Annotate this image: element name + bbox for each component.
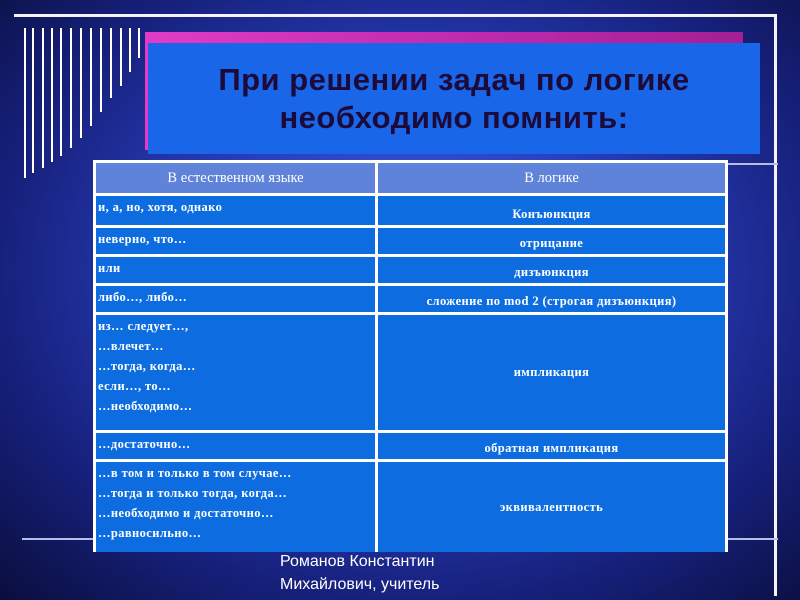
author-line-1: Романов Константин <box>280 553 435 570</box>
natural-language-phrase: …необходимо… <box>98 399 193 413</box>
decorative-stripe <box>70 28 72 148</box>
natural-language-phrase: …влечет… <box>98 339 164 353</box>
cell-logic-term: дизъюнкция <box>378 257 725 283</box>
decorative-stripe <box>110 28 112 98</box>
decorative-stripe <box>138 28 140 58</box>
decorative-stripe <box>90 28 92 126</box>
table-row <box>96 286 725 312</box>
natural-language-phrase: …в том и только в том случае… <box>98 466 292 480</box>
decorative-stripe <box>24 28 26 178</box>
decorative-stripe <box>51 28 53 162</box>
frame-top-line <box>14 14 776 17</box>
table-row <box>96 462 725 552</box>
natural-language-phrase: …равносильно… <box>98 526 202 540</box>
cell-natural-language <box>96 257 375 283</box>
natural-language-phrase: неверно, что… <box>98 232 187 246</box>
table-body <box>96 196 725 552</box>
decorative-stripe <box>129 28 131 72</box>
natural-language-phrase: …необходимо и достаточно… <box>98 506 274 520</box>
natural-language-phrase: …тогда, когда… <box>98 359 196 373</box>
natural-language-phrase: и, а, но, хотя, однако <box>98 200 223 214</box>
cell-logic-term: сложение по mod 2 (строгая дизъюнкция) <box>378 286 725 312</box>
decorative-stripe <box>42 28 44 168</box>
natural-language-phrase: или <box>98 261 121 275</box>
cell-natural-language <box>96 228 375 254</box>
decorative-stripe <box>32 28 34 173</box>
cell-natural-language <box>96 433 375 459</box>
natural-language-phrase: …тогда и только тогда, когда… <box>98 486 288 500</box>
decorative-stripe <box>120 28 122 86</box>
slide-title-line-1: При решении задач по логике <box>218 61 690 97</box>
cell-natural-language <box>96 196 375 225</box>
table-header-row <box>96 163 725 193</box>
cell-logic-term: отрицание <box>378 228 725 254</box>
frame-right-line <box>774 14 777 596</box>
table-row <box>96 257 725 283</box>
slide-title-line-2: необходимо помнить: <box>279 99 629 135</box>
author-caption <box>280 550 439 596</box>
cell-logic-term: импликация <box>378 315 725 430</box>
decorative-stripe <box>60 28 62 156</box>
cell-natural-language <box>96 315 375 430</box>
title-box <box>148 43 760 154</box>
cell-logic-term: Конъюнкция <box>378 196 725 225</box>
logic-table <box>93 160 728 552</box>
natural-language-phrase: либо…, либо… <box>98 290 188 304</box>
natural-language-phrase: если…, то… <box>98 379 171 393</box>
table-row <box>96 315 725 430</box>
decorative-stripe <box>100 28 102 112</box>
logic-table-grid <box>93 160 728 555</box>
header-natural-language: В естественном языке <box>96 163 375 193</box>
natural-language-phrase: …достаточно… <box>98 437 191 451</box>
cell-natural-language <box>96 462 375 552</box>
cell-natural-language <box>96 286 375 312</box>
decorative-stripe <box>80 28 82 138</box>
table-row <box>96 196 725 225</box>
table-row <box>96 433 725 459</box>
header-logic: В логике <box>378 163 725 193</box>
table-row <box>96 228 725 254</box>
cell-logic-term: эквивалентность <box>378 462 725 552</box>
author-line-2: Михайлович, учитель <box>280 576 440 593</box>
natural-language-phrase: из… следует…, <box>98 319 189 333</box>
cell-logic-term: обратная импликация <box>378 433 725 459</box>
